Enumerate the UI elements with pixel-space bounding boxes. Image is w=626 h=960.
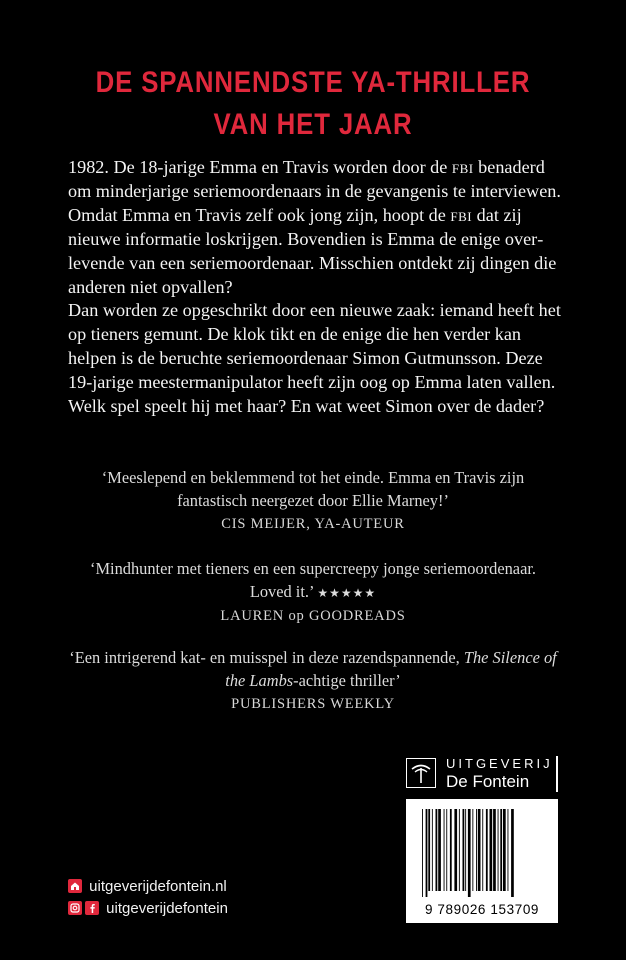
barcode-bar <box>486 809 488 891</box>
barcode-bar <box>503 809 506 891</box>
isbn-barcode <box>406 799 558 923</box>
barcode-bar <box>428 809 430 891</box>
quote-source: CIS MEIJER, YA-AUTEUR <box>221 516 405 532</box>
quote-title-italic: The Silence of the Lambs <box>225 648 557 690</box>
quote-source: PUBLISHERS WEEKLY <box>231 696 395 712</box>
quote-text <box>69 648 556 690</box>
quote-text-part: ‘Een intrigerend kat- en muisspel in deze razendspannende, <box>69 648 464 667</box>
barcode-bar <box>459 809 460 891</box>
publisher-divider <box>556 756 558 792</box>
social-handle[interactable]: uitgeverijdefontein <box>106 900 228 917</box>
quote-source <box>68 605 558 628</box>
quote-text: ‘Mindhunter met tieners en een supercreepy jonge seriemoordenaar. Loved it.’ <box>89 559 536 601</box>
barcode-bar <box>493 809 496 891</box>
barcode-bar <box>463 809 465 891</box>
barcode-icon <box>420 809 544 897</box>
instagram-icon[interactable] <box>68 901 82 915</box>
barcode-bar <box>482 809 483 891</box>
headline <box>44 62 582 146</box>
barcode-bar <box>508 809 509 891</box>
publisher-logo <box>406 756 558 794</box>
source-op: op <box>288 608 305 624</box>
rating-stars: ★★★★★ <box>317 585 377 600</box>
headline-line-2: VAN HET JAAR <box>213 108 413 141</box>
home-icon <box>68 879 82 893</box>
barcode-bar <box>450 809 452 891</box>
barcode-bar <box>438 809 441 891</box>
barcode-bar <box>478 809 481 891</box>
blurb-text: benaderd om minderjarige seriemoordenaars in de gevangenis te interviewen. Omdat Emma en Travis zelf ook jong zijn, hoopt de <box>68 157 561 225</box>
barcode-bar <box>436 809 438 891</box>
barcode-bar <box>490 809 493 891</box>
blurb-text: 1982. De 18-jarige Emma en Travis worden door de <box>68 157 452 177</box>
quote-text-part: -achtige thriller’ <box>293 670 401 690</box>
barcode-bar <box>446 809 447 891</box>
barcode-bar <box>444 809 445 891</box>
fbi-acronym: fbi <box>451 157 474 177</box>
barcode-bar <box>426 809 428 897</box>
barcode-bar <box>498 809 499 891</box>
website-row <box>68 878 227 895</box>
headline-line-1: DE SPANNENDSTE YA-THRILLER <box>95 66 531 99</box>
barcode-bar <box>500 809 502 891</box>
fountain-logo-icon <box>406 758 436 788</box>
barcode-bar <box>468 809 471 897</box>
barcode-bar <box>465 809 466 891</box>
facebook-icon[interactable] <box>85 901 99 915</box>
barcode-bar <box>422 809 423 897</box>
review-quote-2 <box>68 558 558 628</box>
barcode-bar <box>432 809 433 891</box>
isbn-number: 9 789026 153709 <box>424 902 540 917</box>
barcode-bar <box>454 809 457 891</box>
review-quote-3 <box>68 647 558 716</box>
barcode-bar <box>511 809 514 897</box>
source-name: LAUREN <box>220 608 289 624</box>
fbi-acronym: fbi <box>450 204 473 225</box>
review-quote-1 <box>68 467 558 536</box>
blurb-text: dat zij nieuwe informatie loskrijgen. Bovendien is Emma de enige overlevende van een seriemoordenaar. Misschien ontdekt zij dingen die anderen niet opvallen? <box>68 204 557 297</box>
barcode-bar <box>472 809 473 891</box>
barcode-bar <box>476 809 477 891</box>
source-site: GOODREADS <box>304 608 406 624</box>
quote-text: ‘Meeslepend en beklemmend tot het einde. Emma en Travis zijn fantastisch neergezet door Ellie Marney!’ <box>101 468 525 510</box>
blurb-paragraph-2: Dan worden ze opgeschrikt door een nieuwe zaak: iemand heeft het op tieners gemunt. De klok tikt en de enige die hen verder kan helpen is de beruchte seriemoordenaar Simon Gutmunsson. Deze 19-jarige meestermanipulator heeft zijn oog op Emma laten vallen. Welk spel speelt hij met haar? En wat weet Simon over de dader? <box>68 300 561 417</box>
social-row <box>68 900 228 917</box>
website-link[interactable]: uitgeverijdefontein.nl <box>89 878 227 895</box>
blurb-paragraph-1 <box>68 156 568 299</box>
publisher-line-2: De Fontein <box>446 772 530 791</box>
blurb <box>68 156 568 419</box>
publisher-line-1: UITGEVERIJ <box>446 756 553 771</box>
